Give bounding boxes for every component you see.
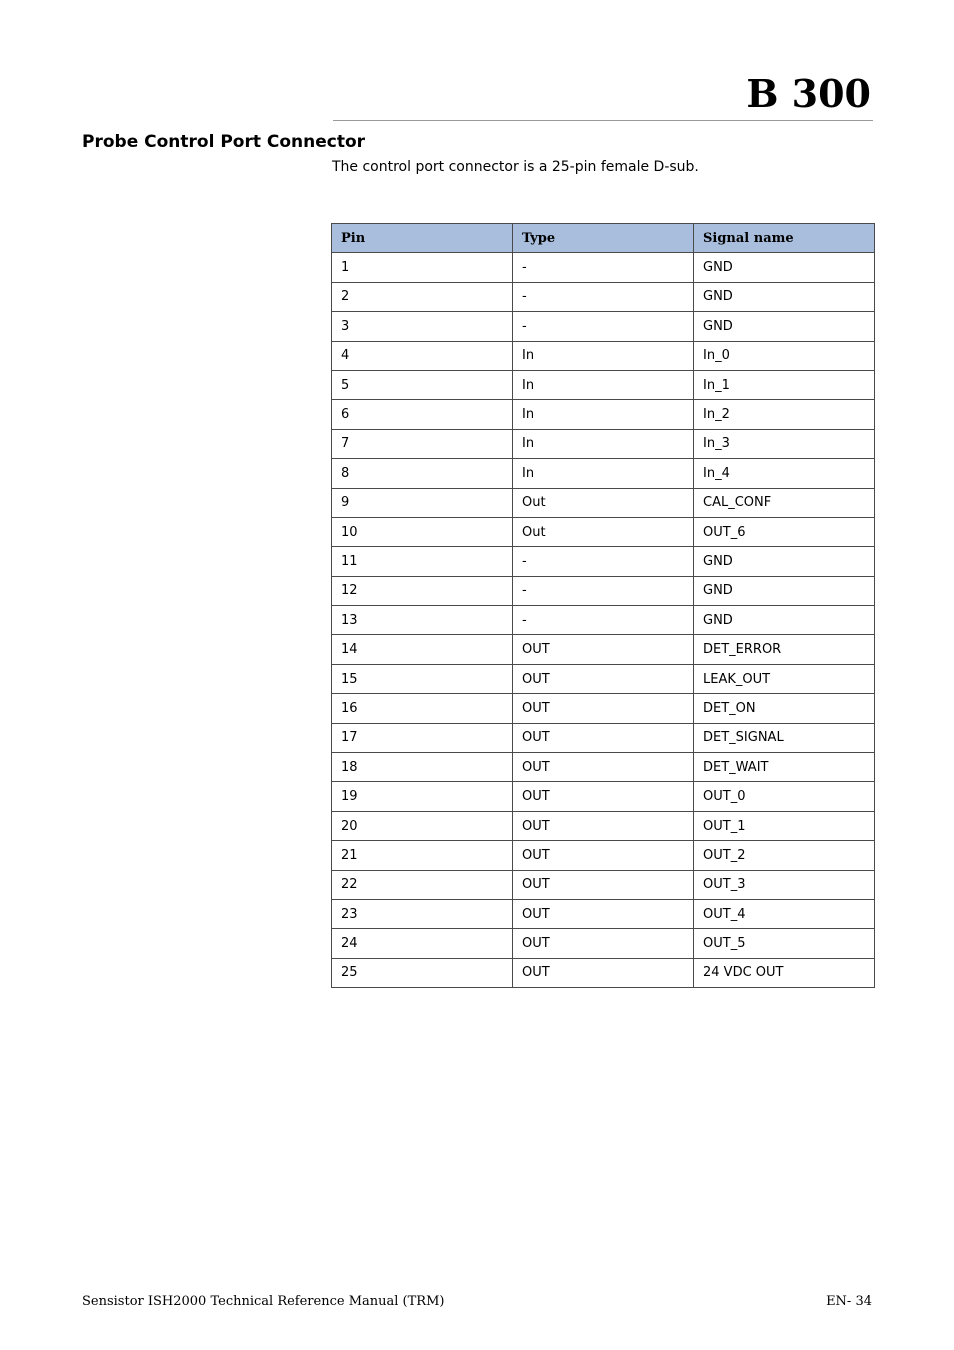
signal-name-cell: OUT_3: [694, 870, 875, 899]
signal-name-cell: OUT_0: [694, 782, 875, 811]
type-cell: OUT: [513, 664, 694, 693]
pin-cell: 2: [332, 282, 513, 311]
table-row: [332, 517, 875, 546]
signal-name-cell: GND: [694, 312, 875, 341]
signal-name-cell: GND: [694, 253, 875, 282]
table-row: [332, 459, 875, 488]
table-row: [332, 753, 875, 782]
type-cell: Out: [513, 488, 694, 517]
pin-cell: 10: [332, 517, 513, 546]
table-row: [332, 429, 875, 458]
signal-name-cell: GND: [694, 576, 875, 605]
type-cell: OUT: [513, 723, 694, 752]
table-row: [332, 723, 875, 752]
type-cell: OUT: [513, 899, 694, 928]
pin-table-body: [332, 253, 875, 988]
table-row: [332, 694, 875, 723]
signal-name-cell: CAL_CONF: [694, 488, 875, 517]
table-row: [332, 253, 875, 282]
pin-cell: 5: [332, 370, 513, 399]
pin-cell: 13: [332, 606, 513, 635]
type-cell: -: [513, 312, 694, 341]
type-cell: -: [513, 282, 694, 311]
pin-cell: 1: [332, 253, 513, 282]
table-header-row: [332, 224, 875, 253]
table-row: [332, 312, 875, 341]
type-cell: In: [513, 341, 694, 370]
type-cell: OUT: [513, 811, 694, 840]
signal-name-cell: DET_ERROR: [694, 635, 875, 664]
type-cell: OUT: [513, 841, 694, 870]
column-header-type: Type: [513, 224, 694, 253]
type-cell: OUT: [513, 958, 694, 987]
pin-cell: 9: [332, 488, 513, 517]
pin-cell: 18: [332, 753, 513, 782]
pin-table: [331, 223, 875, 988]
signal-name-cell: OUT_2: [694, 841, 875, 870]
pin-cell: 24: [332, 929, 513, 958]
signal-name-cell: DET_WAIT: [694, 753, 875, 782]
pin-cell: 23: [332, 899, 513, 928]
type-cell: -: [513, 547, 694, 576]
pin-cell: 7: [332, 429, 513, 458]
signal-name-cell: GND: [694, 606, 875, 635]
signal-name-cell: OUT_4: [694, 899, 875, 928]
type-cell: In: [513, 459, 694, 488]
pin-cell: 11: [332, 547, 513, 576]
table-row: [332, 576, 875, 605]
page-header-title: B 300: [746, 71, 871, 116]
pin-cell: 17: [332, 723, 513, 752]
table-row: [332, 958, 875, 987]
table-row: [332, 547, 875, 576]
pin-cell: 16: [332, 694, 513, 723]
signal-name-cell: 24 VDC OUT: [694, 958, 875, 987]
type-cell: OUT: [513, 782, 694, 811]
pin-cell: 12: [332, 576, 513, 605]
table-row: [332, 664, 875, 693]
table-row: [332, 488, 875, 517]
type-cell: In: [513, 429, 694, 458]
pin-cell: 3: [332, 312, 513, 341]
type-cell: Out: [513, 517, 694, 546]
signal-name-cell: In_1: [694, 370, 875, 399]
type-cell: OUT: [513, 753, 694, 782]
header-rule: [333, 120, 873, 121]
signal-name-cell: In_0: [694, 341, 875, 370]
pin-cell: 21: [332, 841, 513, 870]
table-row: [332, 282, 875, 311]
pin-cell: 15: [332, 664, 513, 693]
signal-name-cell: DET_ON: [694, 694, 875, 723]
signal-name-cell: DET_SIGNAL: [694, 723, 875, 752]
table-row: [332, 606, 875, 635]
pin-cell: 8: [332, 459, 513, 488]
signal-name-cell: GND: [694, 282, 875, 311]
section-heading: Probe Control Port Connector: [82, 132, 366, 152]
table-row: [332, 782, 875, 811]
pin-cell: 20: [332, 811, 513, 840]
type-cell: -: [513, 606, 694, 635]
table-row: [332, 635, 875, 664]
type-cell: In: [513, 370, 694, 399]
table-row: [332, 341, 875, 370]
signal-name-cell: GND: [694, 547, 875, 576]
pin-cell: 6: [332, 400, 513, 429]
type-cell: -: [513, 576, 694, 605]
pin-cell: 22: [332, 870, 513, 899]
type-cell: OUT: [513, 929, 694, 958]
signal-name-cell: OUT_1: [694, 811, 875, 840]
footer-manual-title: Sensistor ISH2000 Technical Reference Manual (TRM): [82, 1294, 445, 1309]
table-row: [332, 899, 875, 928]
pin-cell: 4: [332, 341, 513, 370]
signal-name-cell: In_2: [694, 400, 875, 429]
table-row: [332, 929, 875, 958]
type-cell: OUT: [513, 635, 694, 664]
signal-name-cell: OUT_6: [694, 517, 875, 546]
pin-cell: 14: [332, 635, 513, 664]
table-row: [332, 870, 875, 899]
signal-name-cell: OUT_5: [694, 929, 875, 958]
table-row: [332, 811, 875, 840]
type-cell: In: [513, 400, 694, 429]
table-row: [332, 400, 875, 429]
pin-cell: 25: [332, 958, 513, 987]
type-cell: OUT: [513, 694, 694, 723]
column-header-signal-name: Signal name: [694, 224, 875, 253]
signal-name-cell: In_3: [694, 429, 875, 458]
table-row: [332, 370, 875, 399]
footer-page-number: EN- 34: [826, 1294, 872, 1309]
signal-name-cell: In_4: [694, 459, 875, 488]
intro-text: The control port connector is a 25-pin female D-sub.: [332, 159, 699, 175]
type-cell: OUT: [513, 870, 694, 899]
pin-cell: 19: [332, 782, 513, 811]
signal-name-cell: LEAK_OUT: [694, 664, 875, 693]
column-header-pin: Pin: [332, 224, 513, 253]
table-row: [332, 841, 875, 870]
type-cell: -: [513, 253, 694, 282]
